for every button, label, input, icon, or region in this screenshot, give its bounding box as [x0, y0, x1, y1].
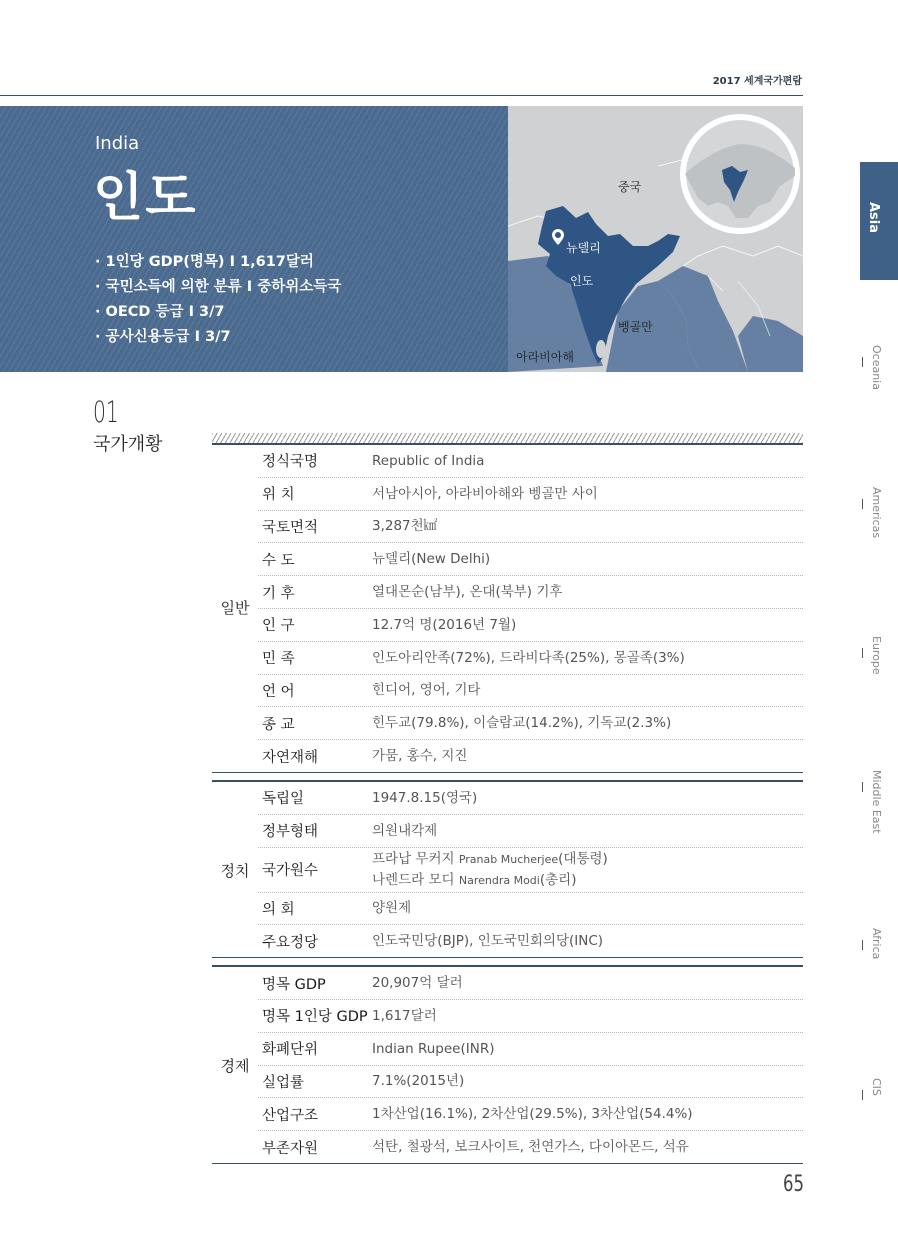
fact-item: · 공사신용등급 I 3/7: [95, 329, 231, 345]
table-row: 자연재해 가뭄, 홍수, 지진: [262, 748, 468, 766]
table-row: 종 교 힌두교(79.8%), 이슬람교(14.2%), 기독교(2.3%): [258, 707, 803, 740]
group-label: 정치: [220, 861, 250, 880]
table-row: 국가원수 프라납 무커지 Pranab Mucherjee(대통령) 나렌드라 모디 Narendra Modi(총리): [258, 848, 803, 893]
country-english-name: India: [95, 133, 140, 154]
table-row: 화폐단위 Indian Rupee(INR): [258, 1033, 803, 1066]
fact-item: · 1인당 GDP(명목) I 1,617달러: [95, 254, 314, 270]
book-title: 2017 세계국가편람: [712, 76, 802, 87]
page-number: 65: [783, 1172, 804, 1197]
table-row: 인 구 12.7억 명(2016년 7월): [258, 609, 803, 642]
table-row: 언 어 힌디어, 영어, 기타: [258, 675, 803, 708]
map-label-bay-of-bengal: 벵골만: [618, 320, 653, 334]
map-label-arabian-sea: 아라비아해: [516, 350, 574, 364]
table-row: 정부형태 의원내각제: [258, 815, 803, 848]
group-label: 경제: [220, 1057, 250, 1076]
section-title: 국가개황: [93, 434, 163, 455]
country-korean-name: 인도: [93, 168, 198, 228]
table-row: 민 족 인도아리안족(72%), 드라비다족(25%), 몽골족(3%): [258, 642, 803, 675]
country-info-table: [212, 443, 803, 1171]
table-row: 주요정당 인도국민당(BJP), 인도국민회의당(INC): [262, 933, 604, 951]
table-row: 명목 GDP 20,907억 달러: [258, 967, 803, 1000]
group-label: 일반: [220, 599, 250, 617]
table-row: 부존자원 석탄, 철광석, 보크사이트, 천연가스, 다이아몬드, 석유: [262, 1139, 689, 1157]
group-economy: [212, 965, 803, 1164]
map-label-india: 인도: [570, 274, 594, 288]
fact-item: · 국민소득에 의한 분류 I 중하위소득국: [95, 279, 342, 295]
table-row: 국토면적 3,287천㎢: [258, 511, 803, 544]
table-row: 위 치 서남아시아, 아라비아해와 벵골만 사이: [258, 478, 803, 511]
fact-item: · OECD 등급 I 3/7: [95, 304, 225, 320]
key-facts: [95, 250, 341, 350]
section-divider: [212, 433, 803, 443]
table-row: 명목 1인당 GDP 1,617달러: [258, 1000, 803, 1033]
header-rule: [0, 95, 803, 96]
map-label-new-delhi: 뉴델리: [566, 241, 601, 255]
country-map: [508, 106, 803, 372]
table-row: 수 도 뉴델리(New Delhi): [258, 543, 803, 576]
head-of-government-line: 나렌드라 모디 Narendra Modi(총리): [372, 871, 577, 888]
head-of-state-line: 프라납 무커지 Pranab Mucherjee(대통령): [372, 850, 608, 867]
section-number: 01: [93, 395, 119, 429]
table-row: 정식국명 Republic of India: [258, 445, 803, 478]
table-row: 기 후 열대몬순(남부), 온대(북부) 기후: [258, 576, 803, 609]
capital-marker-icon: [552, 229, 564, 245]
side-tab-asia[interactable]: Asia: [860, 162, 898, 280]
map-label-china: 중국: [618, 180, 642, 194]
table-row: 산업구조 1차산업(16.1%), 2차산업(29.5%), 3차산업(54.4%): [258, 1098, 803, 1131]
group-general: [212, 443, 803, 773]
group-politics: [212, 780, 803, 958]
table-row: 독립일 1947.8.15(영국): [258, 782, 803, 815]
table-row: 실업률 7.1%(2015년): [258, 1066, 803, 1099]
table-row: 의 회 양원제: [258, 893, 803, 926]
